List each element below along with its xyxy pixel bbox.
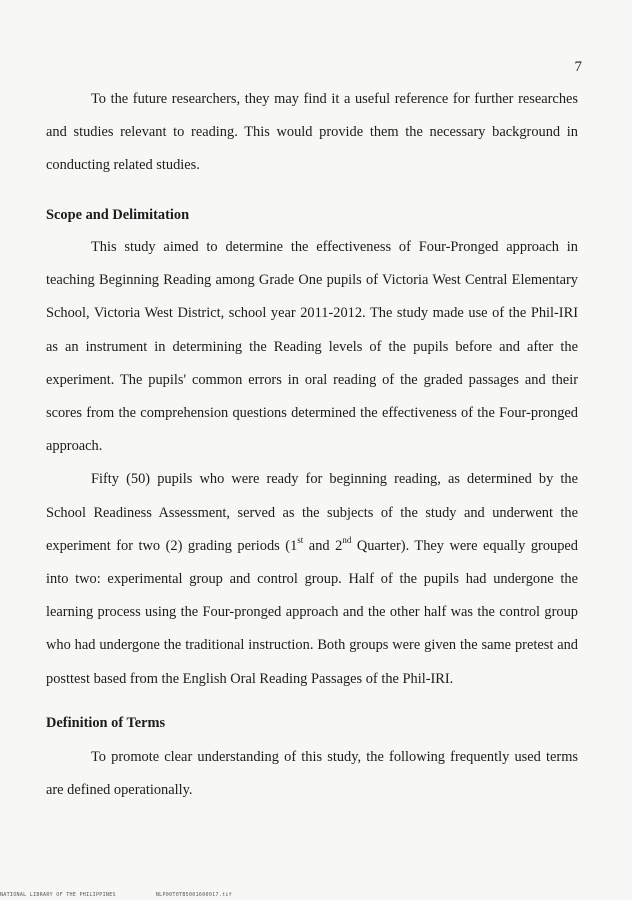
- scope-section: [46, 205, 578, 225]
- definition-heading: Definition of Terms: [46, 715, 166, 731]
- definition-body: [46, 741, 578, 807]
- ordinal-nd: nd: [342, 535, 352, 546]
- footer-library: NATIONAL LIBRARY OF THE PHILIPPINES: [0, 892, 116, 898]
- scope-p2-text-b: and 2: [303, 537, 343, 554]
- scope-body: [46, 231, 578, 696]
- intro-section: [46, 83, 578, 183]
- scope-paragraph-1: This study aimed to determine the effectiveness of Four-Pronged approach in teaching Beginning Reading among Grade One pupils of Victoria West Central Elementary School, Victoria West District, school year 2011-2012. The study made use of the Phil-IRI as an instrument in determining the Reading levels of the pupils before and after the experiment. The pupils' common errors in oral reading of the graded passages and their scores from the comprehension questions determined the effectiveness of the Four-pronged approach.: [46, 239, 578, 455]
- scope-heading: Scope and Delimitation: [46, 207, 190, 223]
- scope-p2-text-c: Quarter). They were equally grouped into two: experimental group and control group. Half of the pupils had undergone the learning process using the Four-pronged approach and the other half was the control group who had undergone the traditional instruction. Both groups were given the same pretest and posttest based from the English Oral Reading Passages of the Phil-IRI.: [46, 537, 579, 687]
- scope-p2-text-a: Fifty (50) pupils who were ready for beginning reading, as determined by the School Readiness Assessment, served as the subjects of the study and underwent the experiment for two (2) grading periods (1: [46, 471, 578, 554]
- scan-footer: [0, 892, 272, 898]
- intro-paragraph: To the future researchers, they may find it a useful reference for further researches and studies relevant to reading. This would provide them the necessary background in conducting related studies.: [46, 91, 578, 174]
- definition-section: [46, 713, 578, 733]
- page-number: 7: [574, 59, 582, 75]
- definition-paragraph: To promote clear understanding of this study, the following frequently used terms are defined operationally.: [46, 749, 578, 799]
- footer-filename: NLP00T0TB5001600017.tif: [155, 892, 232, 898]
- scope-paragraph-2: [46, 463, 578, 695]
- ordinal-st: st: [297, 535, 304, 546]
